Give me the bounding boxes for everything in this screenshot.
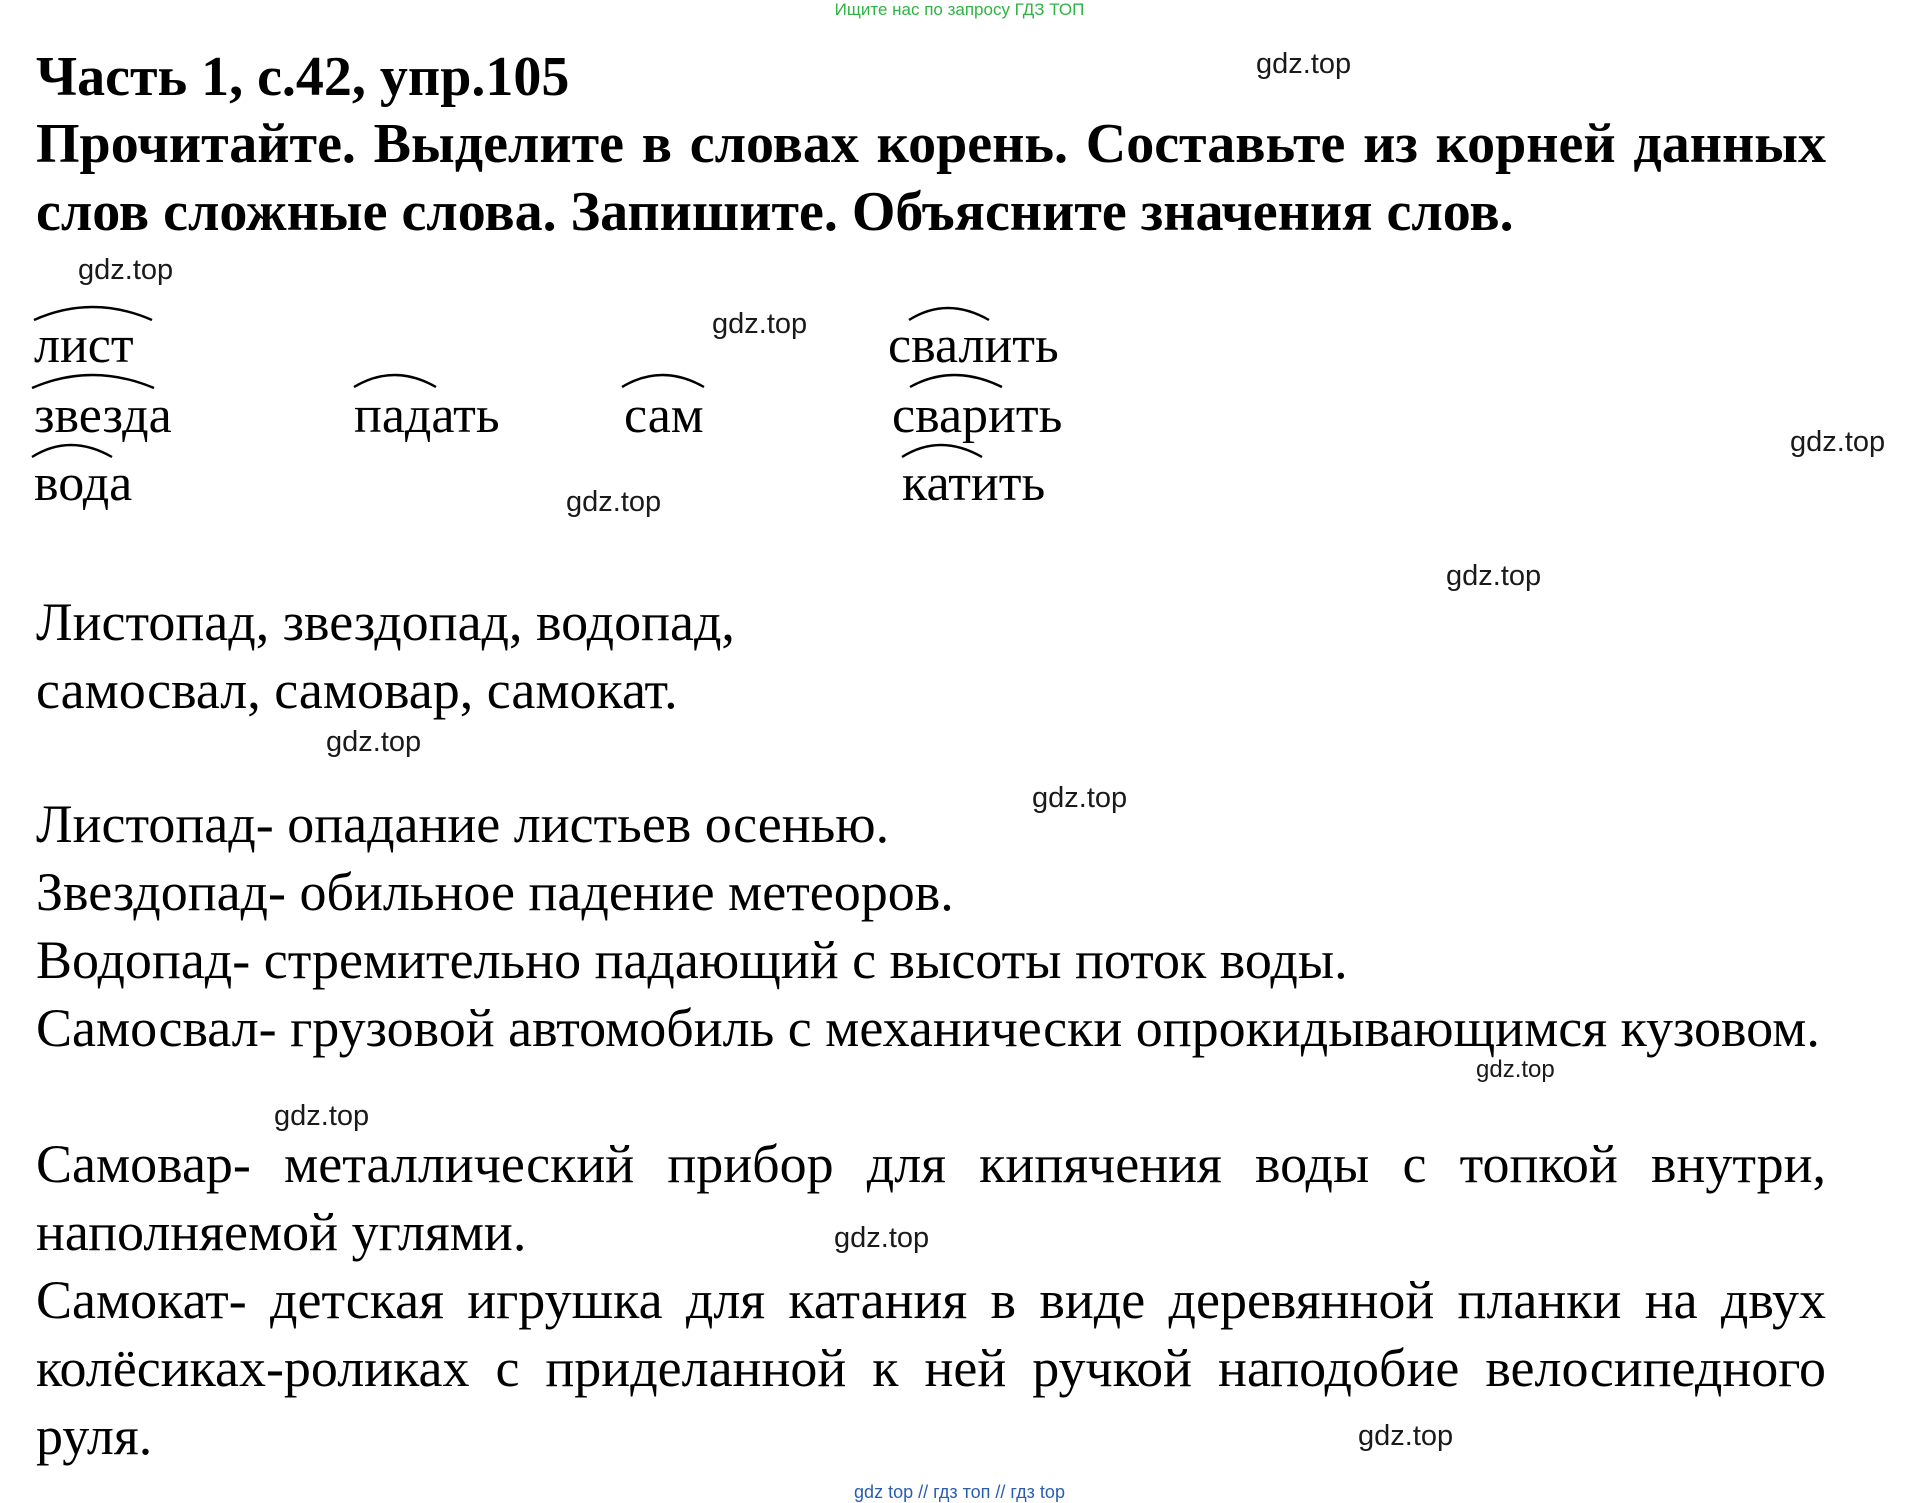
word-svalit: свалить bbox=[888, 317, 1059, 374]
root-arc-sam bbox=[620, 367, 710, 391]
definition-samovar: Самовар- металлический прибор для кипячения воды с топкой внутри, наполняемой углями. bbox=[36, 1134, 1826, 1262]
watermark: gdz.top bbox=[274, 1100, 370, 1132]
definition-samosval: Самосвал- грузовой автомобиль с механически опрокидывающимся кузовом. bbox=[36, 998, 1820, 1058]
watermark: gdz.top bbox=[78, 254, 174, 286]
watermark: gdz.top bbox=[1476, 1056, 1555, 1083]
word-padat: падать bbox=[354, 387, 500, 444]
watermark: gdz.top bbox=[712, 308, 808, 340]
task-text: Прочитайте. Выделите в словах корень. Составьте из корней данных слов сложные слова. Запишите. Объясните значения слов. bbox=[36, 113, 1826, 243]
definition-listopad: Листопад- опадание листьев осенью. bbox=[36, 794, 890, 854]
word-list: лист bbox=[34, 317, 134, 374]
root-arc-voda bbox=[30, 437, 120, 461]
word-zvezda: звезда bbox=[34, 387, 172, 444]
watermark: gdz.top bbox=[834, 1222, 930, 1254]
watermark: gdz.top bbox=[326, 726, 422, 758]
root-arc-list bbox=[32, 300, 157, 324]
definition-zvezdopad: Звездопад- обильное падение метеоров. bbox=[36, 862, 954, 922]
definition-samokat: Самокат- детская игрушка для катания в виде деревянной планки на двух колёсиках-роликах с приделанной к ней ручкой наподобие велосипедного руля. bbox=[36, 1270, 1826, 1466]
word-katit: катить bbox=[902, 455, 1046, 512]
watermark: gdz.top bbox=[1256, 48, 1352, 80]
watermark: gdz.top bbox=[1790, 426, 1886, 458]
root-arc-padat bbox=[352, 367, 442, 391]
word-voda: вода bbox=[34, 455, 133, 512]
footer-links[interactable]: gdz top // гдз топ // гдз top bbox=[854, 1482, 1065, 1502]
watermark: gdz.top bbox=[1358, 1420, 1454, 1452]
watermark: gdz.top bbox=[1446, 560, 1542, 592]
watermark: gdz.top bbox=[566, 486, 662, 518]
compounds-line-1: Листопад, звездопад, водопад, bbox=[36, 592, 735, 652]
word-svarit: сварить bbox=[892, 387, 1063, 444]
root-arc-zvezda bbox=[30, 368, 160, 392]
root-arc-svarit bbox=[908, 367, 1008, 391]
compounds-line-2: самосвал, самовар, самокат. bbox=[36, 660, 678, 720]
root-arc-katit bbox=[900, 437, 990, 461]
page-title: Часть 1, с.42, упр.105 bbox=[36, 46, 570, 108]
top-search-link[interactable]: Ищите нас по запросу ГДЗ ТОП bbox=[834, 0, 1085, 19]
word-sam: сам bbox=[624, 387, 704, 444]
watermark: gdz.top bbox=[1032, 782, 1128, 814]
definition-vodopad: Водопад- стремительно падающий с высоты поток воды. bbox=[36, 930, 1348, 990]
root-arc-svalit bbox=[907, 300, 997, 324]
